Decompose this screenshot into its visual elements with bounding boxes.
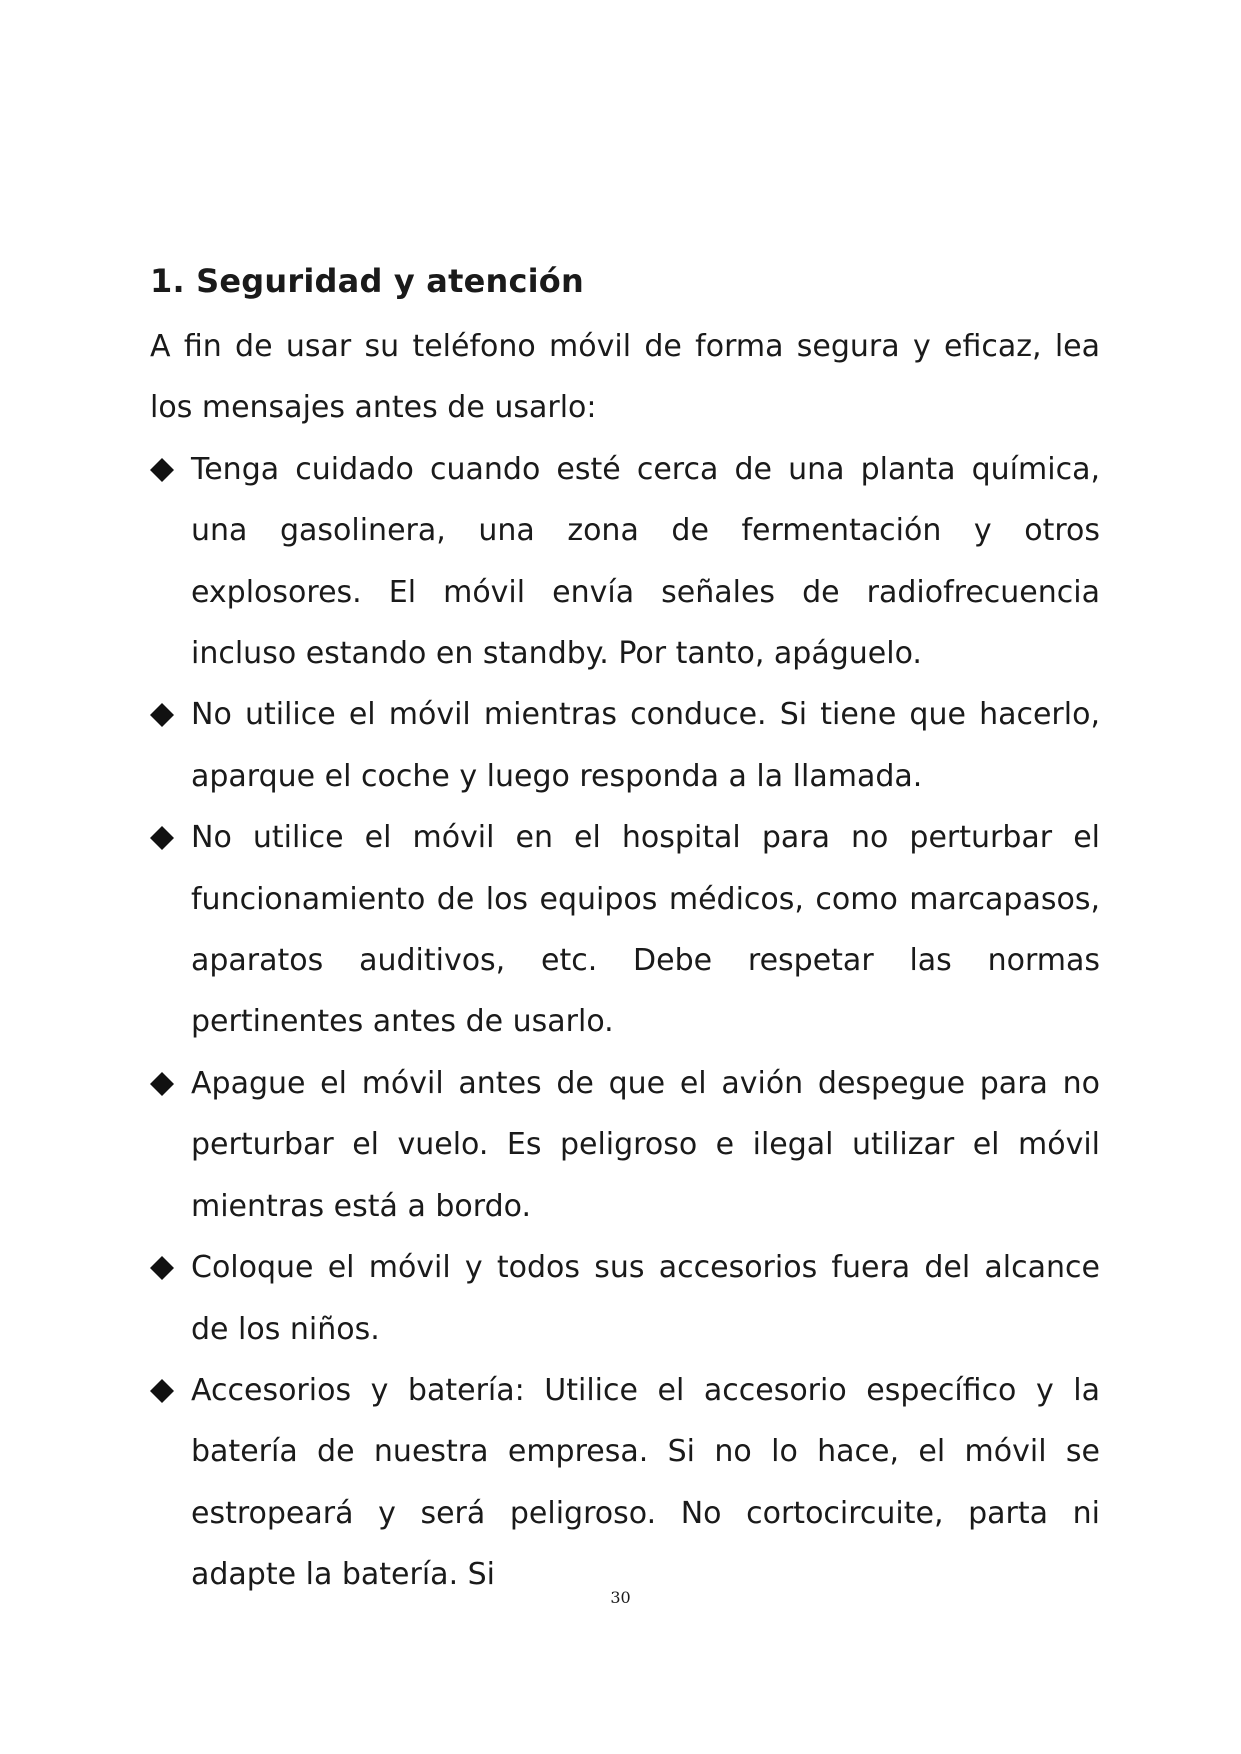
black-diamond-icon bbox=[150, 807, 184, 868]
black-diamond-icon bbox=[150, 439, 184, 500]
list-item bbox=[150, 1360, 1100, 1606]
list-item bbox=[150, 807, 1100, 1053]
intro-paragraph: A fin de usar su teléfono móvil de forma segura y eficaz, lea los mensajes antes de usarlo: bbox=[150, 329, 1100, 426]
list-item bbox=[150, 1237, 1100, 1360]
page-number: 30 bbox=[610, 1588, 631, 1607]
black-diamond-icon bbox=[150, 1237, 184, 1298]
list-item-text: No utilice el móvil mientras conduce. Si tiene que hacerlo, aparque el coche y luego responda a la llamada. bbox=[191, 697, 1100, 794]
safety-list bbox=[150, 439, 1100, 1606]
section-heading: 1. Seguridad y atención bbox=[150, 262, 584, 300]
black-diamond-icon bbox=[150, 1053, 184, 1114]
black-diamond-icon bbox=[150, 684, 184, 745]
list-item-text: Coloque el móvil y todos sus accesorios fuera del alcance de los niños. bbox=[191, 1250, 1100, 1347]
list-item-text: Tenga cuidado cuando esté cerca de una planta química, una gasolinera, una zona de fermentación y otros explosores. El móvil envía señales de radiofrecuencia incluso estando en standby. Por tanto, apáguelo. bbox=[191, 451, 1100, 672]
list-item bbox=[150, 1053, 1100, 1237]
list-item-text: No utilice el móvil en el hospital para no perturbar el funcionamiento de los equipos médicos, como marcapasos, aparatos auditivos, etc. Debe respetar las normas pertinentes antes de usarlo. bbox=[191, 820, 1100, 1040]
list-item-text: Apague el móvil antes de que el avión despegue para no perturbar el vuelo. Es peligroso e ilegal utilizar el móvil mientras está a bordo. bbox=[191, 1065, 1100, 1224]
section-body bbox=[150, 316, 1100, 1606]
list-item bbox=[150, 684, 1100, 807]
list-item-text: Accesorios y batería: Utilice el accesorio específico y la batería de nuestra empresa. Si no lo hace, el móvil se estropeará y será peligroso. No cortocircuite, parta ni adapte la batería. Si bbox=[191, 1372, 1100, 1593]
list-item bbox=[150, 439, 1100, 685]
black-diamond-icon bbox=[150, 1360, 184, 1421]
